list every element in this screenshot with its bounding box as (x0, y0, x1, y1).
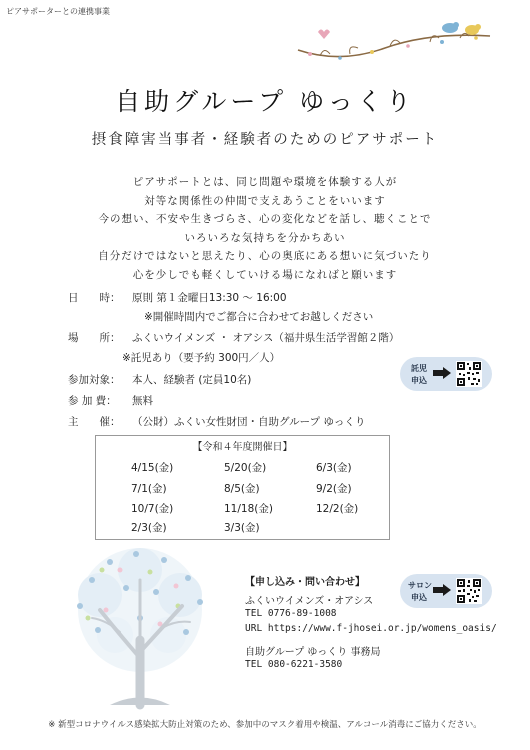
arrow-right-icon (432, 583, 452, 597)
schedule-date: 3/3(金) (224, 522, 260, 534)
arrow-right-icon (432, 366, 452, 380)
intro-line: 対等な関係性の仲間で支えあうことをいいます (144, 194, 386, 207)
schedule-heading: 【令和４年度開催日】 (192, 442, 293, 453)
schedule-date: 5/20(金) (224, 462, 267, 474)
place-value: ふくいウイメンズ ・ オアシス（福井県生活学習館２階） (132, 332, 400, 344)
childcare-note: ※託児あり（要予約 300円／人） (122, 352, 281, 364)
qr-code-icon (456, 361, 482, 387)
schedule-date: 9/2(金) (316, 483, 352, 495)
place-label: 場 所： (68, 332, 121, 344)
contact-heading: 【申し込み・問い合わせ】 (245, 577, 365, 588)
time-label: 日 時： (68, 292, 121, 304)
salon-qr-code[interactable] (456, 578, 482, 604)
time-note: ※開催時間内でご都合に合わせてお越しください (144, 311, 374, 323)
intro-line: いろいろな気持ちを分かちあい (184, 231, 346, 244)
tree-illustration (40, 540, 240, 715)
schedule-date: 11/18(金) (224, 503, 273, 515)
schedule-date: 6/3(金) (316, 462, 352, 474)
salon-badge-line2: 申込 (411, 593, 427, 602)
vine-birds-illustration (290, 14, 500, 66)
fee-label: 参 加 費： (68, 395, 117, 407)
host-value: （公財）ふくい女性財団・自助グループ ゆっくり (132, 416, 366, 428)
target-value: 本人、経験者 (定員10名) (132, 374, 252, 386)
schedule-date: 10/7(金) (131, 503, 174, 515)
host-label: 主 催： (68, 416, 121, 428)
intro-line: 心を少しでも軽くしていける場になればと願います (132, 268, 398, 281)
schedule-date: 8/5(金) (224, 483, 260, 495)
page-title: 自助グループ ゆっくり (115, 87, 415, 116)
qr-code-icon (456, 578, 482, 604)
salon-badge-line1: サロン (408, 581, 432, 590)
program-tag: ピアサポーターとの連携事業 (6, 7, 110, 16)
childcare-badge-line2: 申込 (411, 376, 427, 385)
childcare-badge-line1: 託児 (411, 364, 427, 373)
childcare-qr-code[interactable] (456, 361, 482, 387)
intro-line: ピアサポートとは、同じ問題や環境を体験する人が (132, 176, 398, 188)
office-tel: TEL 080-6221-3580 (245, 659, 343, 670)
target-label: 参加対象： (68, 374, 121, 386)
office-name: 自助グループ ゆっくり 事務局 (245, 647, 381, 658)
schedule-date: 12/2(金) (316, 503, 359, 515)
footer-note: ※ 新型コロナウイルス感染拡大防止対策のため、参加中のマスク着用や検温、アルコール消毒にご協力ください。 (48, 720, 482, 730)
contact-tel: TEL 0776-89-1008 (245, 608, 337, 619)
schedule-date: 2/3(金) (131, 522, 167, 534)
intro-paragraph (0, 173, 530, 284)
contact-url[interactable]: URL https://www.f-jhosei.or.jp/womens_oasis/ (245, 623, 497, 634)
fee-value: 無料 (132, 395, 153, 407)
schedule-date: 7/1(金) (131, 483, 167, 495)
time-value: 原則 第１金曜日13:30 ～ 16:00 (132, 292, 287, 304)
contact-org: ふくいウイメンズ・オアシス (245, 596, 374, 607)
page-subtitle: 摂食障害当事者・経験者のためのピアサポート (91, 132, 439, 148)
intro-line: 今の想い、不安や生きづらさ、心の変化などを話し、聴くことで (98, 213, 432, 225)
schedule-date: 4/15(金) (131, 462, 174, 474)
intro-line: 自分だけではないと思えたり、心の奥底にある想いに気づいたり (98, 250, 432, 262)
